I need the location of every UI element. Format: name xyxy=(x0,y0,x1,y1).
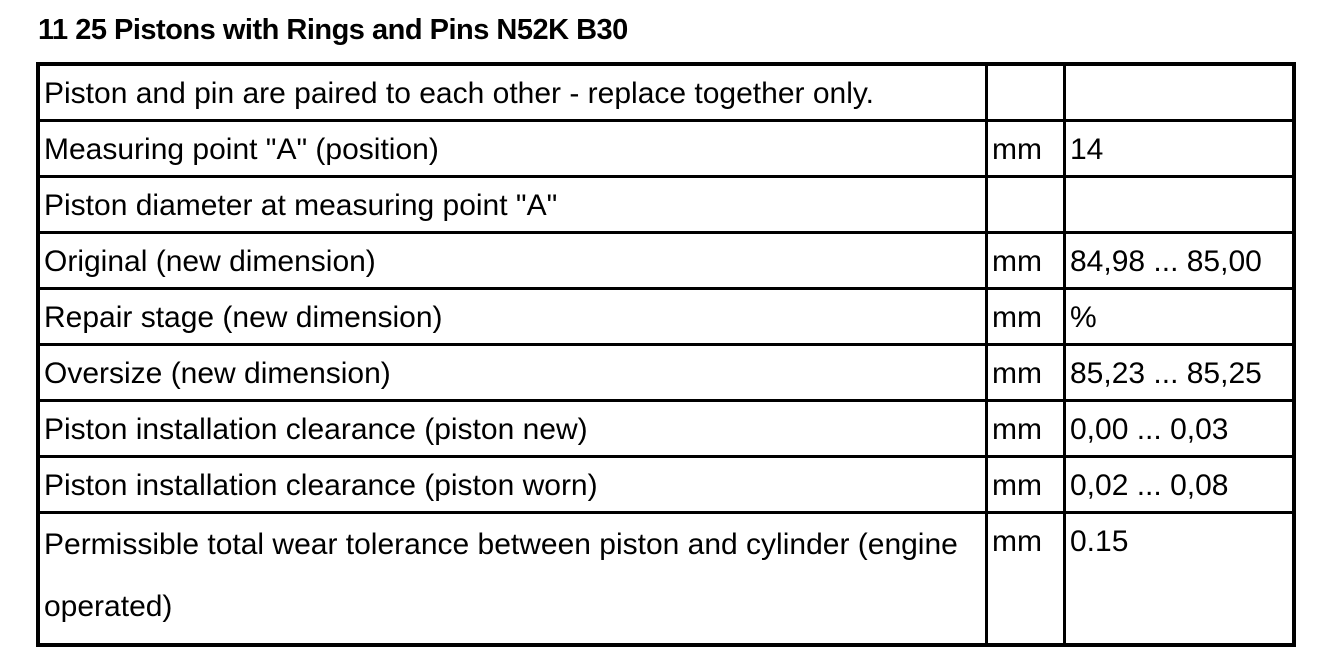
row-value xyxy=(1065,64,1295,121)
row-description: Piston installation clearance (piston new) xyxy=(38,401,987,457)
table-row xyxy=(38,345,1294,401)
table-row xyxy=(38,64,1294,121)
row-description: Oversize (new dimension) xyxy=(38,345,987,401)
row-value: 85,23 ... 85,25 xyxy=(1065,345,1295,401)
table-row xyxy=(38,233,1294,289)
spec-table xyxy=(36,62,1296,647)
row-description: Piston diameter at measuring point "A" xyxy=(38,177,987,233)
row-description: Measuring point "A" (position) xyxy=(38,121,987,177)
table-row xyxy=(38,457,1294,513)
row-unit: mm xyxy=(987,401,1065,457)
table-row xyxy=(38,289,1294,345)
row-unit: mm xyxy=(987,289,1065,345)
table-row xyxy=(38,401,1294,457)
row-unit xyxy=(987,177,1065,233)
row-unit: mm xyxy=(987,121,1065,177)
document-title: 11 25 Pistons with Rings and Pins N52K B30 xyxy=(38,14,628,46)
row-description: Permissible total wear tolerance between piston and cylinder (engine operated) xyxy=(38,513,987,646)
row-unit: mm xyxy=(987,233,1065,289)
row-unit xyxy=(987,64,1065,121)
row-unit: mm xyxy=(987,345,1065,401)
table-row xyxy=(38,513,1294,646)
row-description: Repair stage (new dimension) xyxy=(38,289,987,345)
table-row xyxy=(38,121,1294,177)
row-description: Piston and pin are paired to each other - replace together only. xyxy=(38,64,987,121)
row-value: 84,98 ... 85,00 xyxy=(1065,233,1295,289)
row-unit: mm xyxy=(987,457,1065,513)
row-value: 0,00 ... 0,03 xyxy=(1065,401,1295,457)
row-unit: mm xyxy=(987,513,1065,646)
row-value: 0,02 ... 0,08 xyxy=(1065,457,1295,513)
row-description: Original (new dimension) xyxy=(38,233,987,289)
spec-table-body xyxy=(38,64,1294,645)
row-value: % xyxy=(1065,289,1295,345)
row-value: 0.15 xyxy=(1065,513,1295,646)
row-value xyxy=(1065,177,1295,233)
row-value: 14 xyxy=(1065,121,1295,177)
table-row xyxy=(38,177,1294,233)
row-description: Piston installation clearance (piston worn) xyxy=(38,457,987,513)
